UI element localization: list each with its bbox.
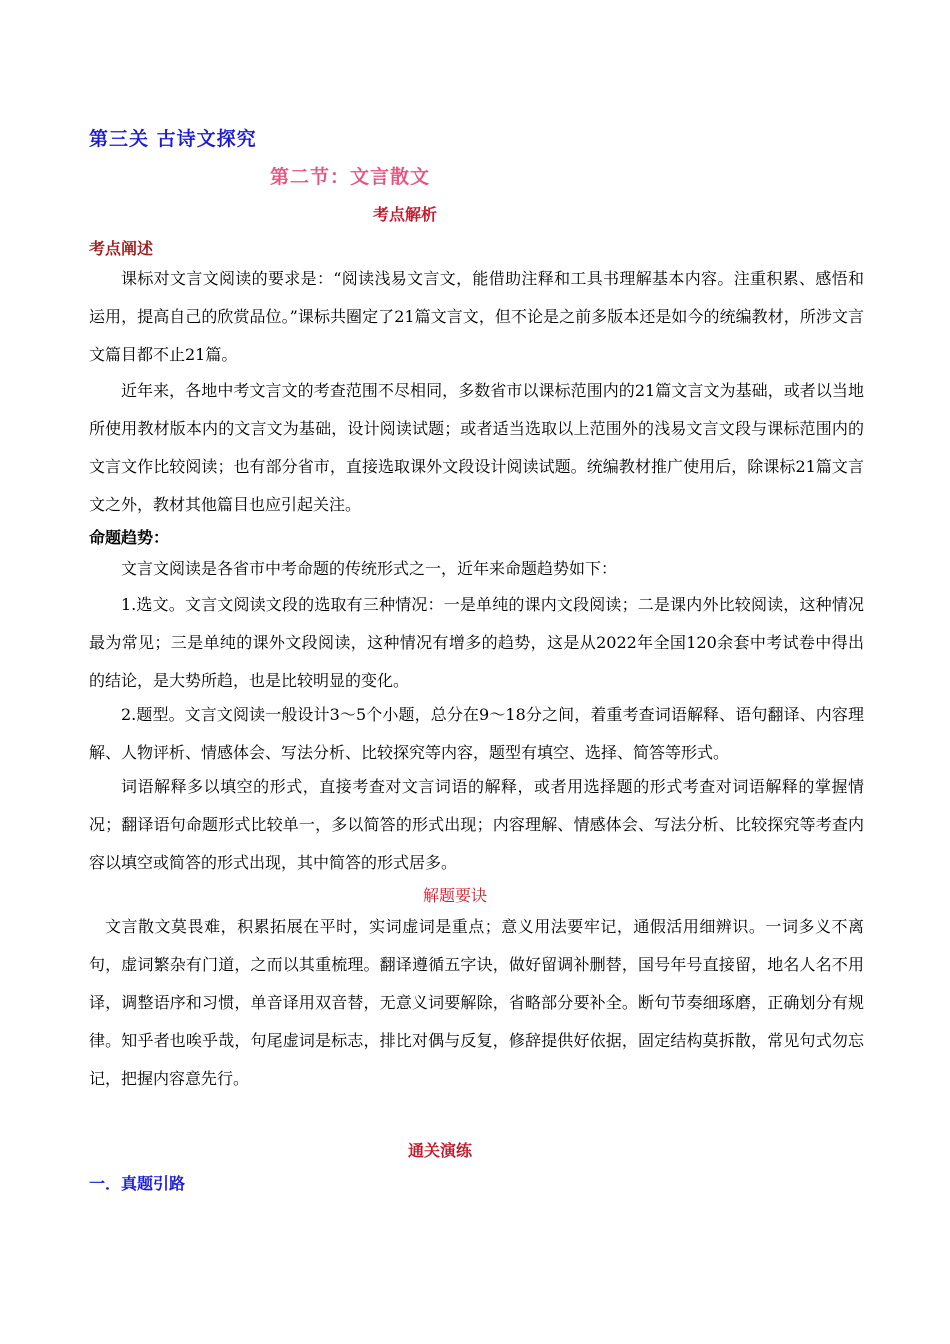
section-title: 第二节：文言散文 (270, 166, 431, 188)
trends-paragraph-4: 词语解释多以填空的形式，直接考查对文言词语的解释，或者用选择题的形式考查对词语解释的掌握情况；翻译语句命题形式比较单一，多以简答的形式出现；内容理解、情感体会、写法分析、比较探究等考查内容以填空或简答的形式出现，其中简答的形式居多。 (89, 777, 864, 872)
tips-paragraph: 文言散文莫畏难，积累拓展在平时，实词虚词是重点；意义用法要牢记，通假活用细辨识。一词多义不离句，虚词繁杂有门道，之而以其重梳理。翻译遵循五字诀，做好留调补删替，国号年号直接留，地名人名不用译，调整语序和习惯，单音译用双音替，无意义词要解除，省略部分要补全。断句节奏细琢磨，正确划分有规律。知乎者也唉乎哉，句尾虚词是标志，排比对偶与反复，修辞提供好依据，固定结构莫拆散，常见句式勿忘记，把握内容意先行。 (89, 917, 864, 1088)
practice-subheading: 一．真题引路 (89, 1174, 186, 1193)
exam-points-heading: 考点阐述 (89, 239, 154, 258)
page-main-title: 第三关 古诗文探究 (89, 128, 257, 150)
practice-heading: 通关演练 (407, 1141, 472, 1160)
exam-points-paragraph-1: 课标对文言文阅读的要求是：“阅读浅易文言文，能借助注释和工具书理解基本内容。注重积累、感悟和运用，提高自己的欣赏品位。”课标共圈定了21篇文言文，但不论是之前多版本还是如今的统编教材，所涉文言文篇目都不止21篇。 (89, 269, 864, 364)
trends-paragraph-1: 文言文阅读是各省市中考命题的传统形式之一，近年来命题趋势如下： (121, 559, 618, 578)
trends-heading: 命题趋势： (89, 528, 170, 547)
analysis-heading: 考点解析 (372, 205, 437, 224)
trends-paragraph-3: 2.题型。文言文阅读一般设计3～5个小题，总分在9～18分之间，着重考查词语解释、语句翻译、内容理解、人物评析、情感体会、写法分析、比较探究等内容，题型有填空、选择、简答等形式。 (89, 705, 864, 762)
exam-points-paragraph-2: 近年来，各地中考文言文的考查范围不尽相同，多数省市以课标范围内的21篇文言文为基础，或者以当地所使用教材版本内的文言文为基础，设计阅读试题；或者适当选取以上范围外的浅易文言文段与课标范围内的文言文作比较阅读；也有部分省市，直接选取课外文段设计阅读试题。统编教材推广使用后，除课标21篇文言文之外，教材其他篇目也应引起关注。 (89, 381, 864, 514)
tips-heading: 解题要诀 (422, 886, 487, 905)
trends-paragraph-2: 1.选文。文言文阅读文段的选取有三种情况：一是单纯的课内文段阅读；二是课内外比较阅读，这种情况最为常见；三是单纯的课外文段阅读，这种情况有增多的趋势，这是从2022年全国120余套中考试卷中得出的结论，是大势所趋，也是比较明显的变化。 (89, 595, 864, 690)
